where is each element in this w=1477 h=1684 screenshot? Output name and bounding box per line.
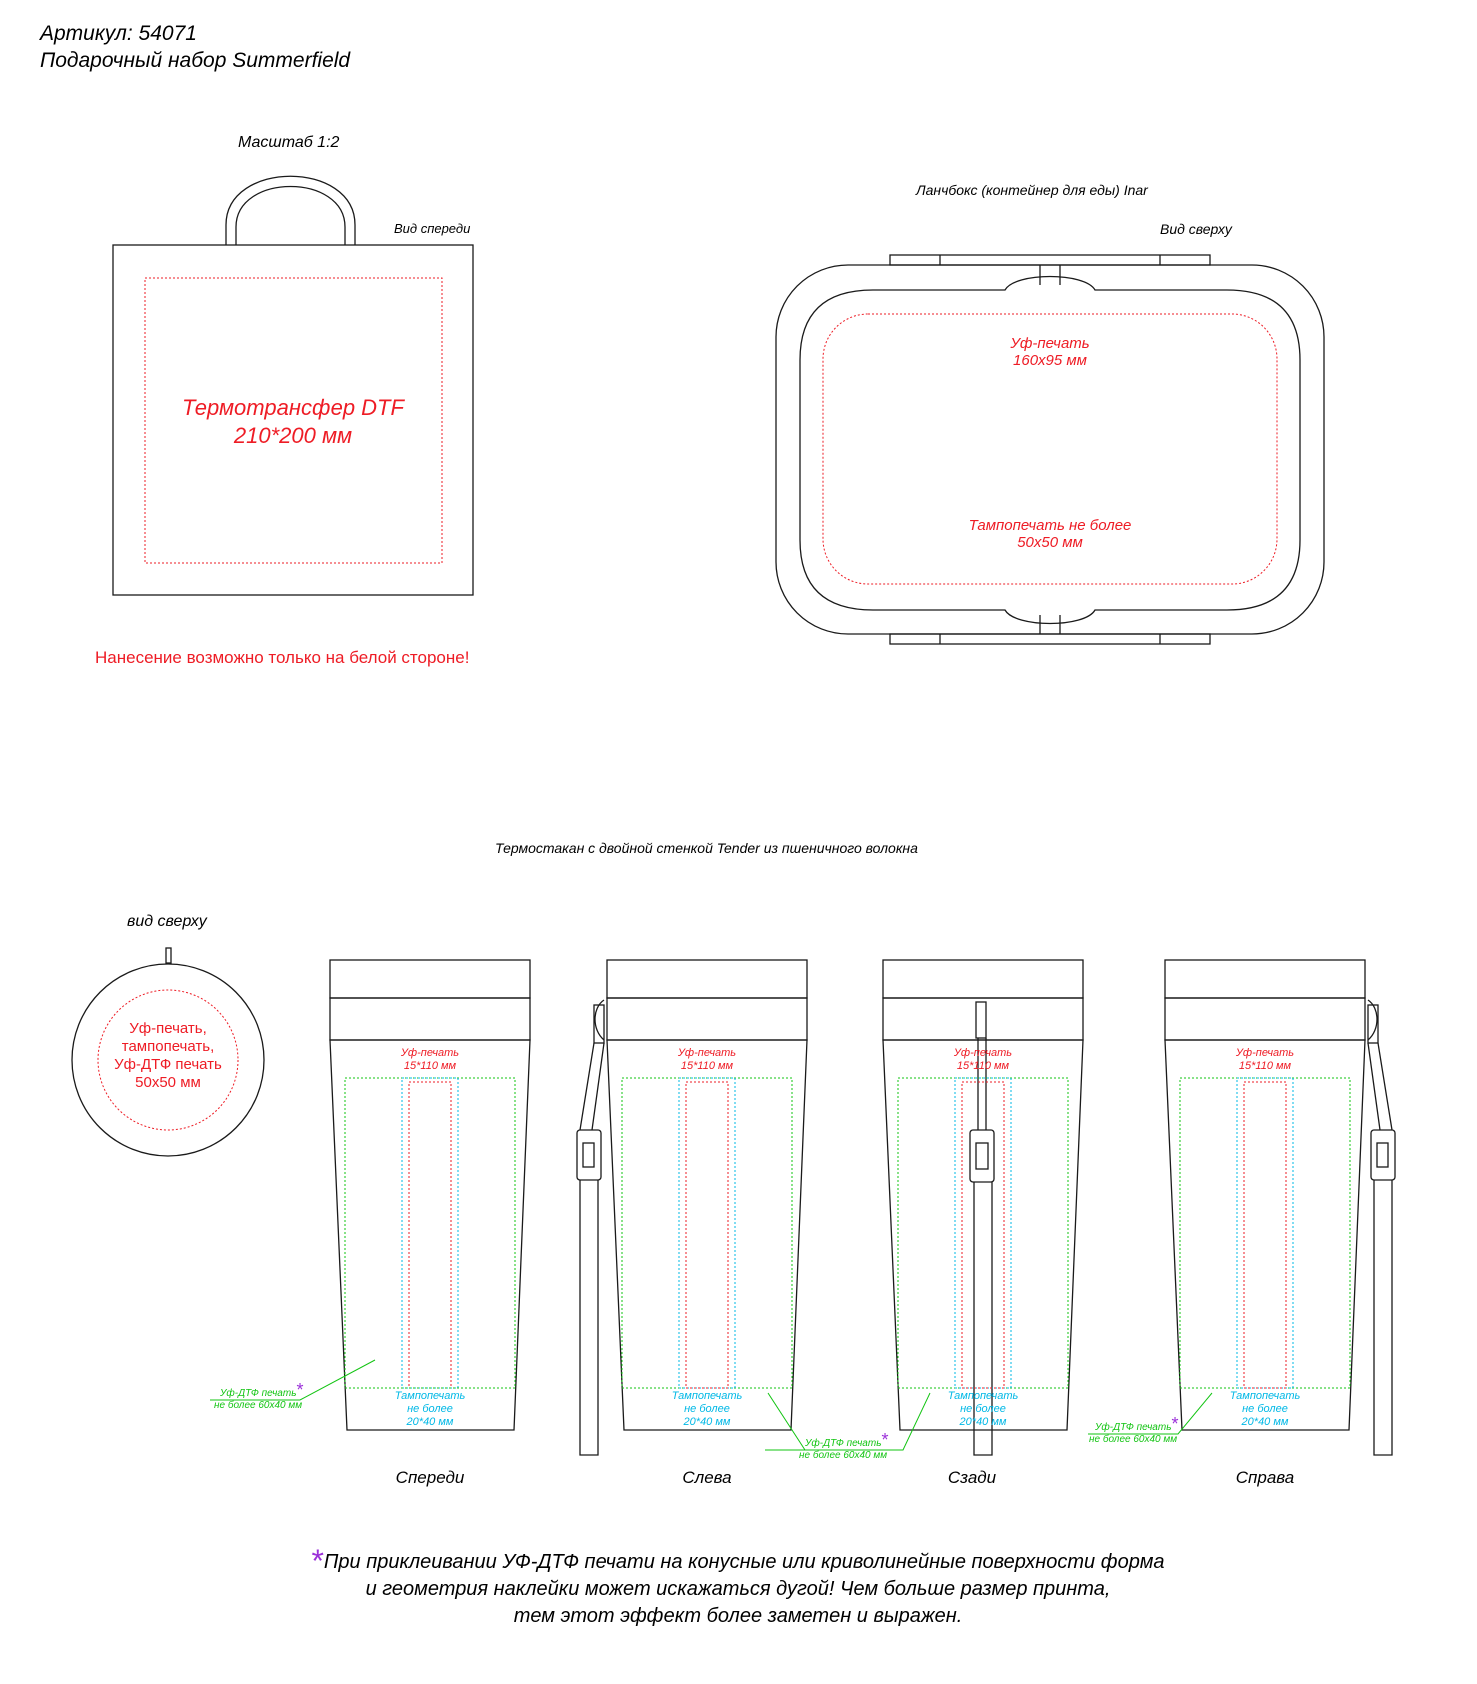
lunchbox-uv-line1: Уф-печать <box>1010 335 1090 352</box>
scale-label: Масштаб 1:2 <box>238 134 340 151</box>
front-print-areas <box>345 1078 515 1388</box>
tumbler-front <box>330 960 530 1430</box>
view-caption-back: Сзади <box>947 1468 997 1487</box>
lid-line3: Уф-ДТФ печать <box>114 1056 222 1073</box>
front-pad-text <box>370 1390 490 1429</box>
front-pad-line1: Тампопечать <box>394 1390 466 1402</box>
right-pad-line2: не более <box>1242 1403 1288 1415</box>
bag-print-line2: 210*200 мм <box>233 423 353 448</box>
tumbler-title: Термостакан с двойной стенкой Tender из пшеничного волокна <box>495 840 918 856</box>
right-dtf-text <box>1089 1414 1179 1446</box>
footer-line3: тем этот эффект более заметен и выражен. <box>513 1605 963 1627</box>
view-caption-left: Слева <box>682 1468 732 1487</box>
left-dtf-line1: Уф-ДТФ печать <box>805 1438 882 1449</box>
left-pad-line3: 20*40 мм <box>683 1416 731 1428</box>
front-uv-line1: Уф-печать <box>400 1047 460 1059</box>
lunchbox-pad-line1: Тампопечать не более <box>968 517 1132 534</box>
left-uv-line2: 15*110 мм <box>680 1060 734 1072</box>
left-pad-line1: Тампопечать <box>671 1390 743 1402</box>
lunchbox-title: Ланчбокс (контейнер для еды) Inar <box>916 182 1148 198</box>
right-pad-line3: 20*40 мм <box>1241 1416 1289 1428</box>
bag-print-text <box>113 394 473 450</box>
left-uv-text <box>647 1047 767 1073</box>
lid-print-text <box>98 1020 238 1092</box>
front-dtf-asterisk: * <box>296 1380 304 1400</box>
lunchbox-pad-line2: 50х50 мм <box>1017 534 1083 551</box>
lid-line2: тампопечать, <box>121 1038 215 1055</box>
article-number: Артикул: 54071 <box>40 22 197 45</box>
lid-line1: Уф-печать, <box>129 1020 207 1037</box>
front-pad-line3: 20*40 мм <box>406 1416 454 1428</box>
bag-view-label: Вид спереди <box>394 221 471 236</box>
left-pad-text <box>647 1390 767 1429</box>
front-uv-line2: 15*110 мм <box>403 1060 457 1072</box>
view-caption-front: Спереди <box>395 1468 465 1487</box>
footer-line1-wrap <box>138 1543 1338 1579</box>
lunchbox-pad-text <box>920 517 1180 551</box>
left-dtf-line2: не более 60х40 мм <box>799 1450 888 1461</box>
left-dtf-leader <box>765 1393 805 1450</box>
front-pad-line2: не более <box>407 1403 453 1415</box>
lunchbox-uv-line2: 160х95 мм <box>1013 352 1087 369</box>
back-pad-line1: Тампопечать <box>947 1390 1019 1402</box>
product-name: Подарочный набор Summerfield <box>40 49 351 72</box>
left-print-areas <box>622 1078 792 1388</box>
tote-bag <box>113 176 473 595</box>
footer-note <box>138 1543 1338 1630</box>
right-dtf-line2: не более 60х40 мм <box>1089 1434 1178 1445</box>
lunchbox <box>776 255 1324 644</box>
back-uv-line2: 15*110 мм <box>956 1060 1010 1072</box>
bag-print-line1: Термотрансфер DTF <box>182 395 404 420</box>
left-uv-line1: Уф-печать <box>677 1047 737 1059</box>
left-pad-line2: не более <box>684 1403 730 1415</box>
view-caption-right: Справа <box>1235 1468 1295 1487</box>
back-uv-line1: Уф-печать <box>953 1047 1013 1059</box>
tumbler-back <box>883 960 1083 1455</box>
right-dtf-line1: Уф-ДТФ печать <box>1095 1422 1172 1433</box>
footer-line2: и геометрия наклейки может искажаться дугой! Чем больше размер принта, <box>365 1578 1111 1600</box>
lid-line4: 50х50 мм <box>135 1074 201 1091</box>
right-uv-line1: Уф-печать <box>1235 1047 1295 1059</box>
lunchbox-view-label: Вид сверху <box>1160 221 1232 237</box>
left-dtf-asterisk: * <box>881 1430 889 1450</box>
back-pad-line3: 20*40 мм <box>959 1416 1007 1428</box>
back-uv-text <box>923 1047 1043 1073</box>
back-print-areas <box>898 1078 1068 1388</box>
right-uv-line2: 15*110 мм <box>1238 1060 1292 1072</box>
footer-asterisk: * <box>311 1543 324 1579</box>
tumbler-left <box>577 960 807 1455</box>
lunchbox-uv-text <box>940 335 1160 369</box>
right-pad-text <box>1205 1390 1325 1429</box>
back-pad-text <box>923 1390 1043 1429</box>
right-dtf-asterisk: * <box>1171 1414 1179 1434</box>
front-dtf-line2: не более 60х40 мм <box>214 1400 303 1411</box>
footer-line1: При приклеивании УФ-ДТФ печати на конусные или криволинейные поверхности форма <box>323 1551 1165 1573</box>
back-pad-line2: не более <box>960 1403 1006 1415</box>
right-uv-text <box>1205 1047 1325 1073</box>
front-dtf-text <box>214 1380 304 1412</box>
front-dtf-line1: Уф-ДТФ печать <box>220 1388 297 1399</box>
bag-note: Нанесение возможно только на белой стороне! <box>95 648 470 667</box>
top-view-label: вид сверху <box>127 913 207 930</box>
right-pad-line1: Тампопечать <box>1229 1390 1301 1402</box>
front-uv-text <box>370 1047 490 1073</box>
left-dtf-text <box>799 1430 889 1462</box>
tumbler-right <box>1165 960 1395 1455</box>
right-print-areas <box>1180 1078 1350 1388</box>
